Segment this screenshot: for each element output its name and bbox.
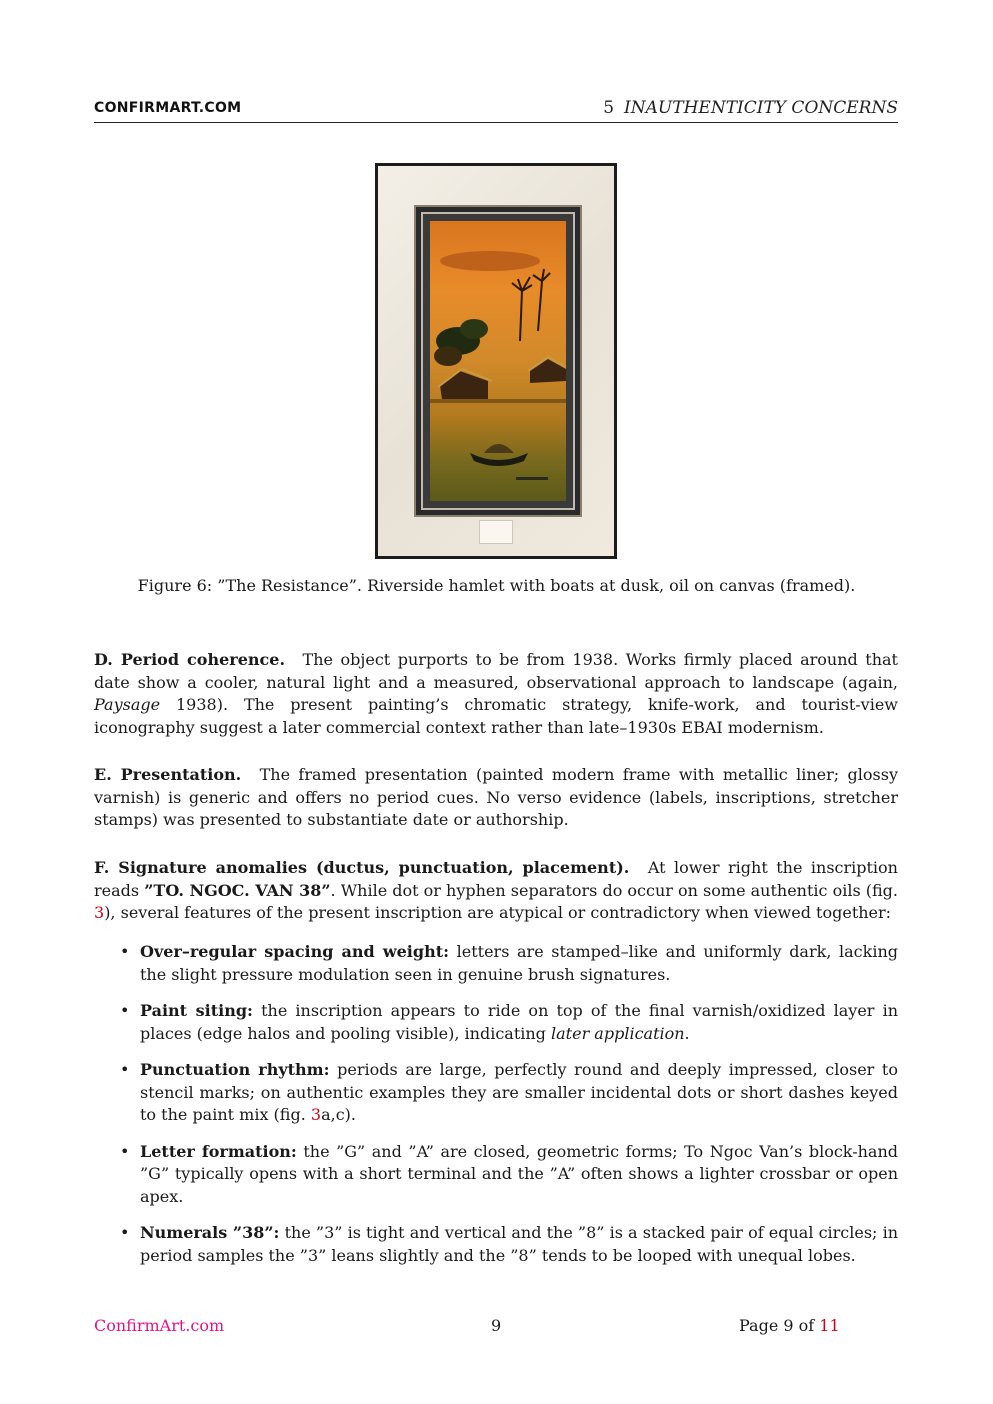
section-f-text-3: ), several features of the present inscription are atypical or contradictory when viewed together: bbox=[104, 903, 892, 922]
site-logo: CONFIRMART.COM bbox=[94, 100, 242, 116]
section-d-text-2: 1938). The present painting’s chromatic strategy, knife-work, and tourist-view iconography suggest a later commercial context rather than late–1930s EBAI modernism. bbox=[94, 695, 898, 737]
list-item bbox=[94, 1000, 898, 1045]
footer-site-link[interactable]: ConfirmArt.com bbox=[94, 1316, 225, 1335]
bullet-text: the ”3” is tight and vertical and the ”8” is a stacked pair of equal circles; in period samples the ”3” leans slightly and the ”8” tends to be looped with unequal lobes. bbox=[140, 1223, 899, 1265]
section-e-paragraph bbox=[94, 764, 898, 832]
bullet-text: the inscription appears to ride on top of the final varnish/oxidized layer in places (edge halos and pooling visible), indicating bbox=[140, 1001, 898, 1043]
section-number: 5 bbox=[603, 98, 615, 118]
footer-page-count bbox=[739, 1316, 840, 1335]
bullet-end: . bbox=[684, 1023, 690, 1043]
section-title: INAUTHENTICITY CONCERNS bbox=[624, 98, 898, 118]
frame-inner-border bbox=[414, 205, 582, 517]
bullet-label: Over–regular spacing and weight: bbox=[140, 942, 449, 961]
section-d-italic: Paysage bbox=[94, 695, 161, 714]
list-item bbox=[94, 1222, 898, 1267]
section-f-text-1: At lower right the inscription reads bbox=[94, 858, 898, 900]
bullet-icon: • bbox=[120, 1001, 130, 1020]
section-f-inscription: ”TO. NGOC. VAN 38” bbox=[144, 880, 331, 900]
bullet-end: a,c). bbox=[321, 1105, 356, 1124]
page-footer bbox=[94, 1316, 898, 1340]
bullet-icon: • bbox=[120, 942, 130, 961]
painting-scene bbox=[430, 221, 566, 497]
section-d-paragraph bbox=[94, 649, 898, 739]
painted-frame bbox=[378, 166, 614, 556]
section-e-text: The framed presentation (painted modern frame with metallic liner; glossy varnish) is generic and offers no period cues. No verso evidence (labels, inscriptions, stretcher stamps) was presented to substantiate date or authorship. bbox=[94, 765, 899, 829]
frame-plaque bbox=[479, 520, 513, 544]
list-item bbox=[94, 1059, 898, 1127]
page-header bbox=[94, 98, 898, 123]
bullet-label: Letter formation: bbox=[140, 1141, 297, 1161]
painting-photo bbox=[375, 163, 617, 559]
bullet-icon: • bbox=[120, 1141, 130, 1161]
painting-canvas bbox=[430, 221, 566, 501]
bullet-label: Paint siting: bbox=[140, 1001, 253, 1020]
running-head bbox=[603, 98, 898, 118]
bullet-text: periods are large, perfectly round and deeply impressed, closer to stencil marks; on authentic examples they are smaller incidental dots or short dashes keyed to the paint mix (fig. bbox=[140, 1060, 898, 1124]
section-f-text-2: . While dot or hyphen separators do occur on some authentic oils (fig. bbox=[330, 880, 898, 900]
section-d-text-1: The object purports to be from 1938. Works firmly placed around that date show a cooler, natural light and a measured, observational approach to landscape (again, bbox=[94, 650, 898, 692]
bullet-icon: • bbox=[120, 1223, 130, 1242]
section-f-paragraph bbox=[94, 857, 898, 925]
section-f-heading: F. Signature anomalies (ductus, punctuation, placement). bbox=[94, 858, 630, 877]
bullet-text: the ”G” and ”A” are closed, geometric forms; To Ngoc Van’s block-hand ”G” typically opens with a short terminal and the ”A” often shows a lighter crossbar or open apex. bbox=[140, 1141, 899, 1206]
footer-page-label: Page 9 of bbox=[739, 1316, 815, 1335]
figure-ref-link[interactable]: 3 bbox=[94, 903, 105, 922]
footer-page-total: 11 bbox=[819, 1316, 840, 1335]
bullet-icon: • bbox=[120, 1060, 130, 1079]
footer-page-number: 9 bbox=[491, 1316, 502, 1335]
section-e-heading: E. Presentation. bbox=[94, 765, 242, 784]
figure-ref-link[interactable]: 3 bbox=[310, 1105, 322, 1124]
figure-caption: Figure 6: ”The Resistance”. Riverside hamlet with boats at dusk, oil on canvas (framed). bbox=[137, 576, 856, 595]
anomaly-list bbox=[94, 941, 898, 1281]
bullet-text: letters are stamped–like and uniformly dark, lacking the slight pressure modulation seen in genuine brush signatures. bbox=[140, 942, 898, 984]
section-d-heading: D. Period coherence. bbox=[94, 650, 286, 669]
list-item bbox=[94, 1141, 898, 1209]
bullet-italic: later application bbox=[551, 1023, 685, 1043]
list-item bbox=[94, 941, 898, 986]
metallic-liner bbox=[421, 212, 575, 510]
bullet-label: Punctuation rhythm: bbox=[140, 1060, 330, 1079]
bullet-label: Numerals ”38”: bbox=[140, 1223, 280, 1242]
